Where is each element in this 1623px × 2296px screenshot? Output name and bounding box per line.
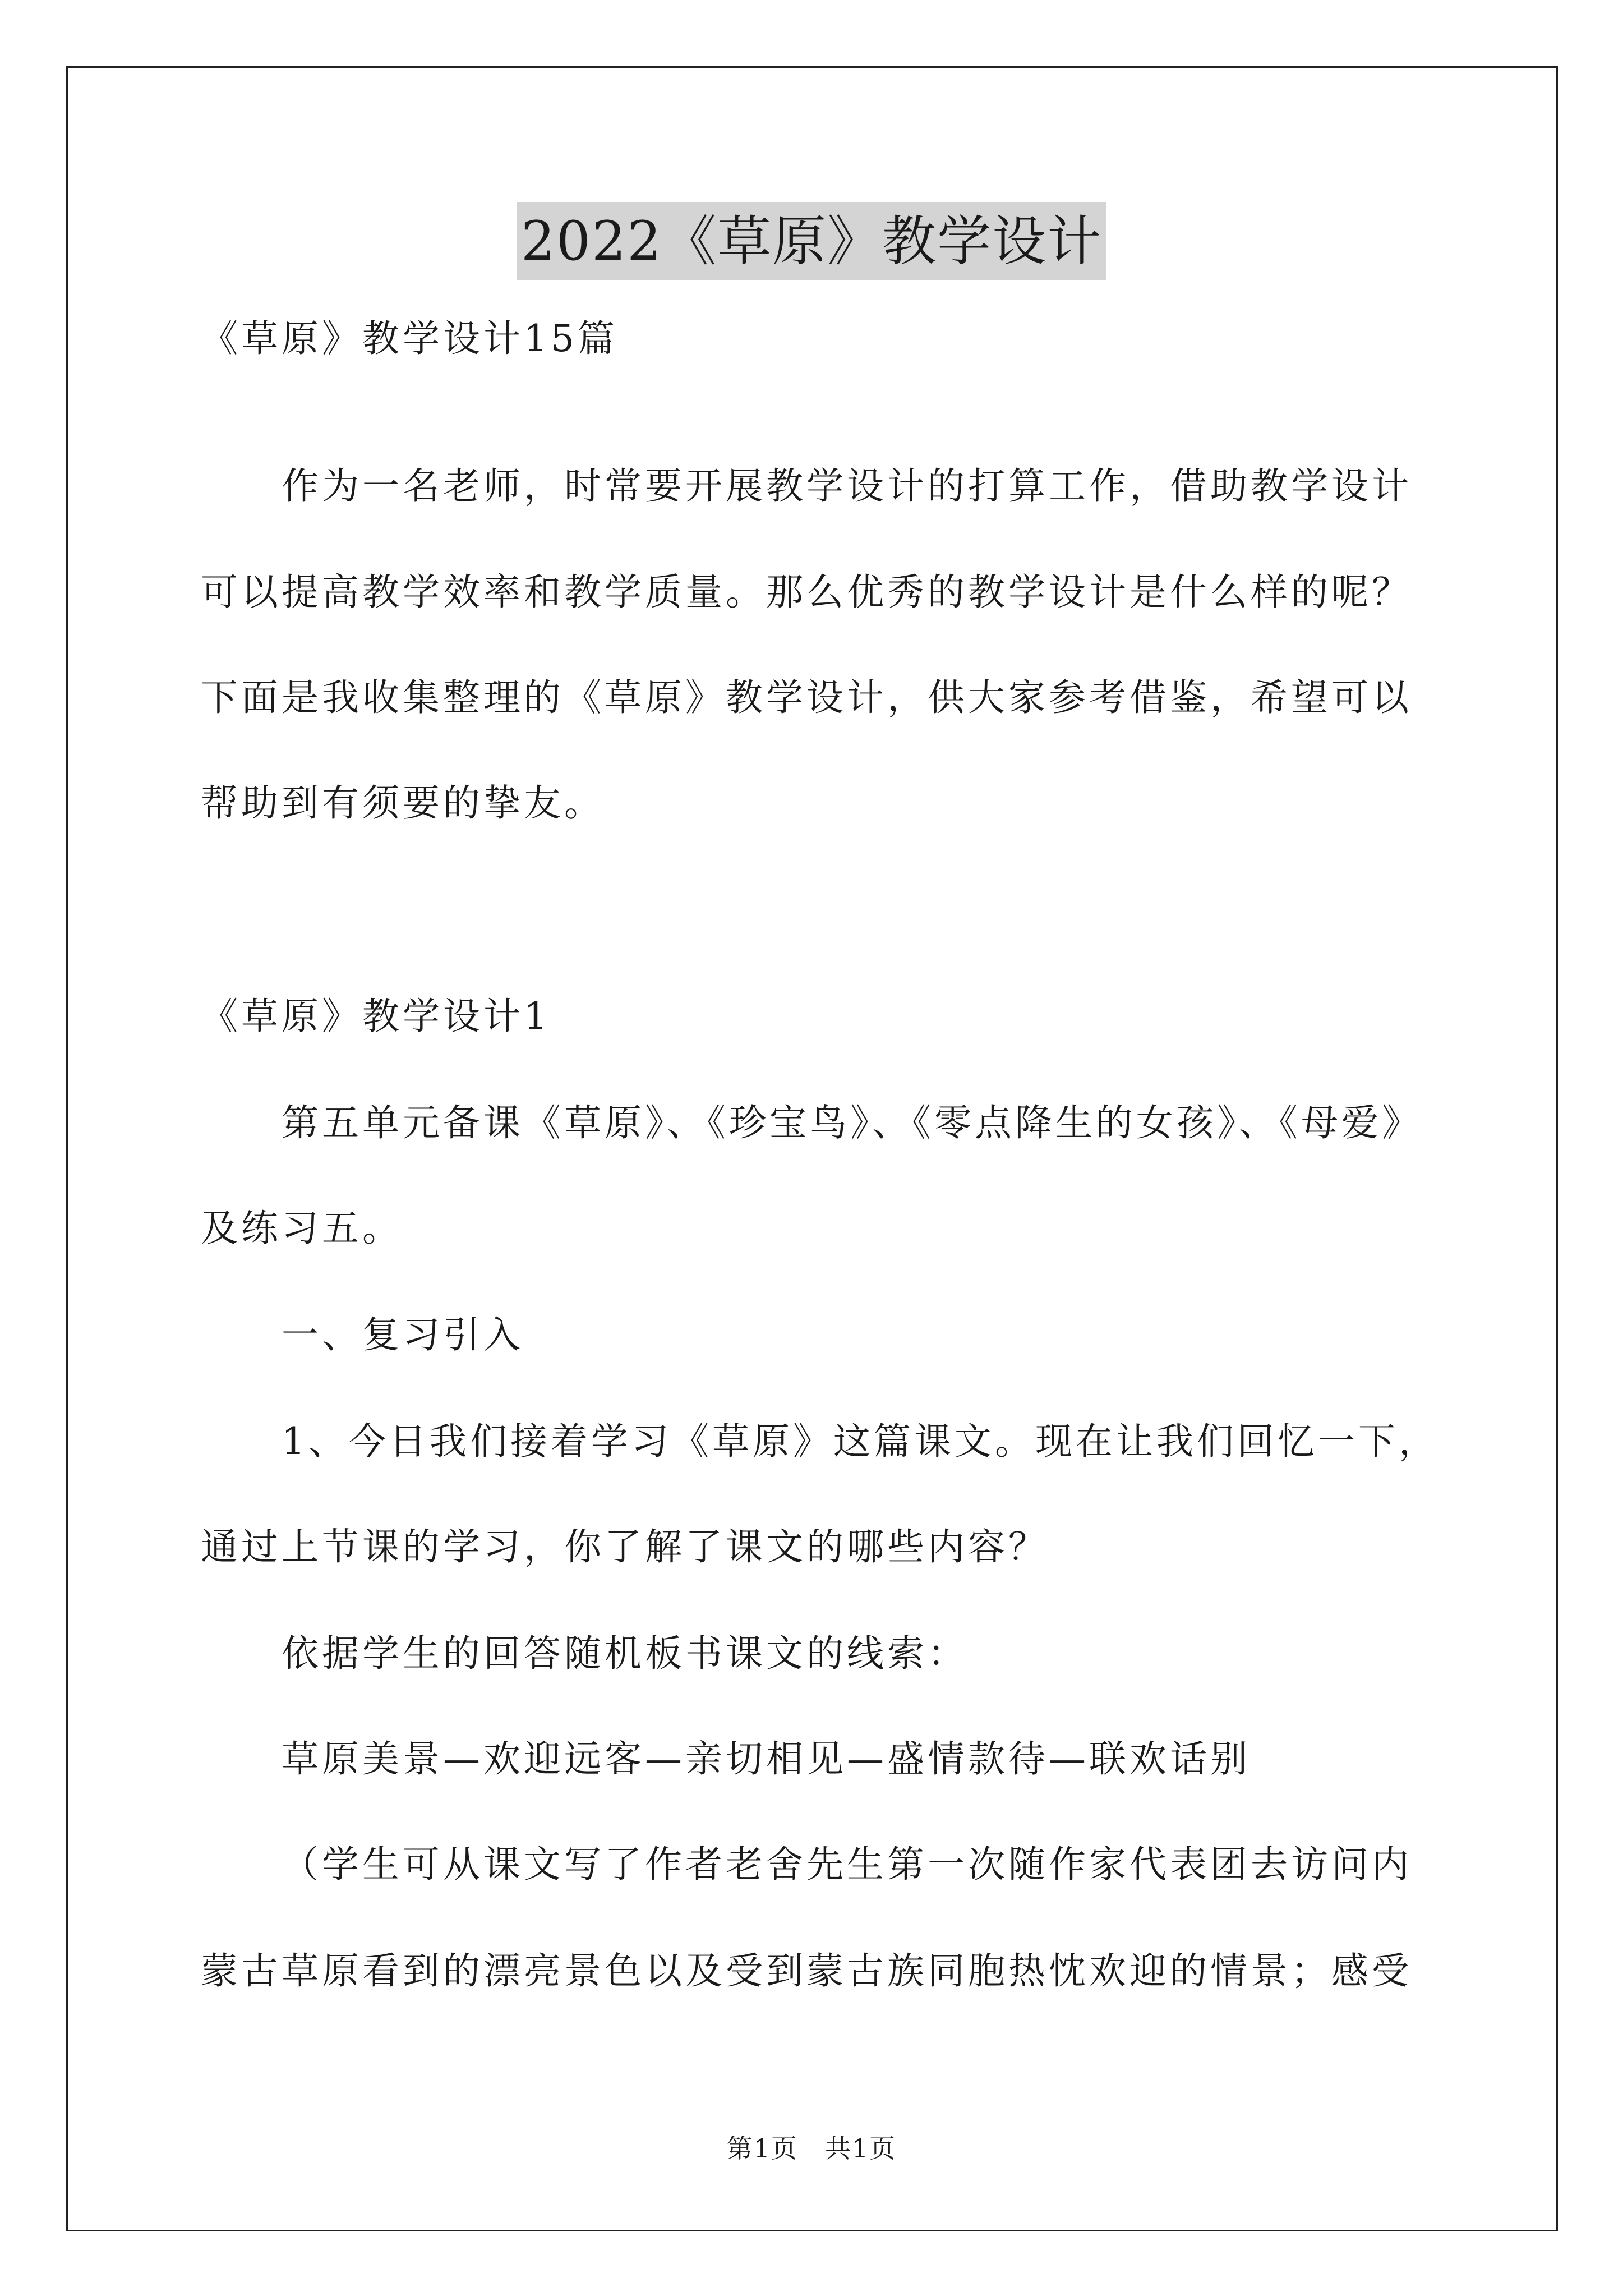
paragraph-line: 帮助到有须要的挚友。 bbox=[201, 781, 605, 825]
paragraph-line: 依据学生的回答随机板书课文的线索： bbox=[282, 1632, 968, 1675]
paragraph-line: 作为一名老师，时常要开展教学设计的打算工作，借助教学设计 bbox=[282, 464, 1412, 508]
paragraph-line: （学生可从课文写了作者老舍先生第一次随作家代表团去访问内 bbox=[282, 1843, 1412, 1886]
paragraph-line: 蒙古草原看到的漂亮景色以及受到蒙古族同胞热忱欢迎的情景；感受 bbox=[201, 1949, 1412, 1993]
subtitle-line: 《草原》教学设计15篇 bbox=[201, 317, 618, 360]
paragraph-line: 可以提高教学效率和教学质量。那么优秀的教学设计是什么样的呢？ bbox=[201, 570, 1412, 614]
paragraph-line: 下面是我收集整理的《草原》教学设计，供大家参考借鉴，希望可以 bbox=[201, 676, 1412, 719]
paragraph-line: 及练习五。 bbox=[201, 1207, 403, 1250]
paragraph-line: 第五单元备课《草原》、《珍宝鸟》、《零点降生的女孩》、《母爱》 bbox=[282, 1101, 1422, 1144]
board-outline: 草原美景—欢迎远客—亲切相见—盛情款待—联欢话别 bbox=[282, 1737, 1251, 1780]
paragraph-line: 1、今日我们接着学习《草原》这篇课文。现在让我们回忆一下， bbox=[282, 1420, 1439, 1463]
step-heading: 一、复习引入 bbox=[282, 1313, 524, 1356]
document-title bbox=[0, 202, 1623, 280]
section-heading: 《草原》教学设计1 bbox=[201, 995, 551, 1038]
page-footer: 第1页 共1页 bbox=[726, 2133, 897, 2164]
page-border bbox=[66, 66, 1558, 2231]
paragraph-line: 通过上节课的学习，你了解了课文的哪些内容？ bbox=[201, 1525, 1049, 1568]
document-title-text: 2022《草原》教学设计 bbox=[517, 202, 1106, 280]
